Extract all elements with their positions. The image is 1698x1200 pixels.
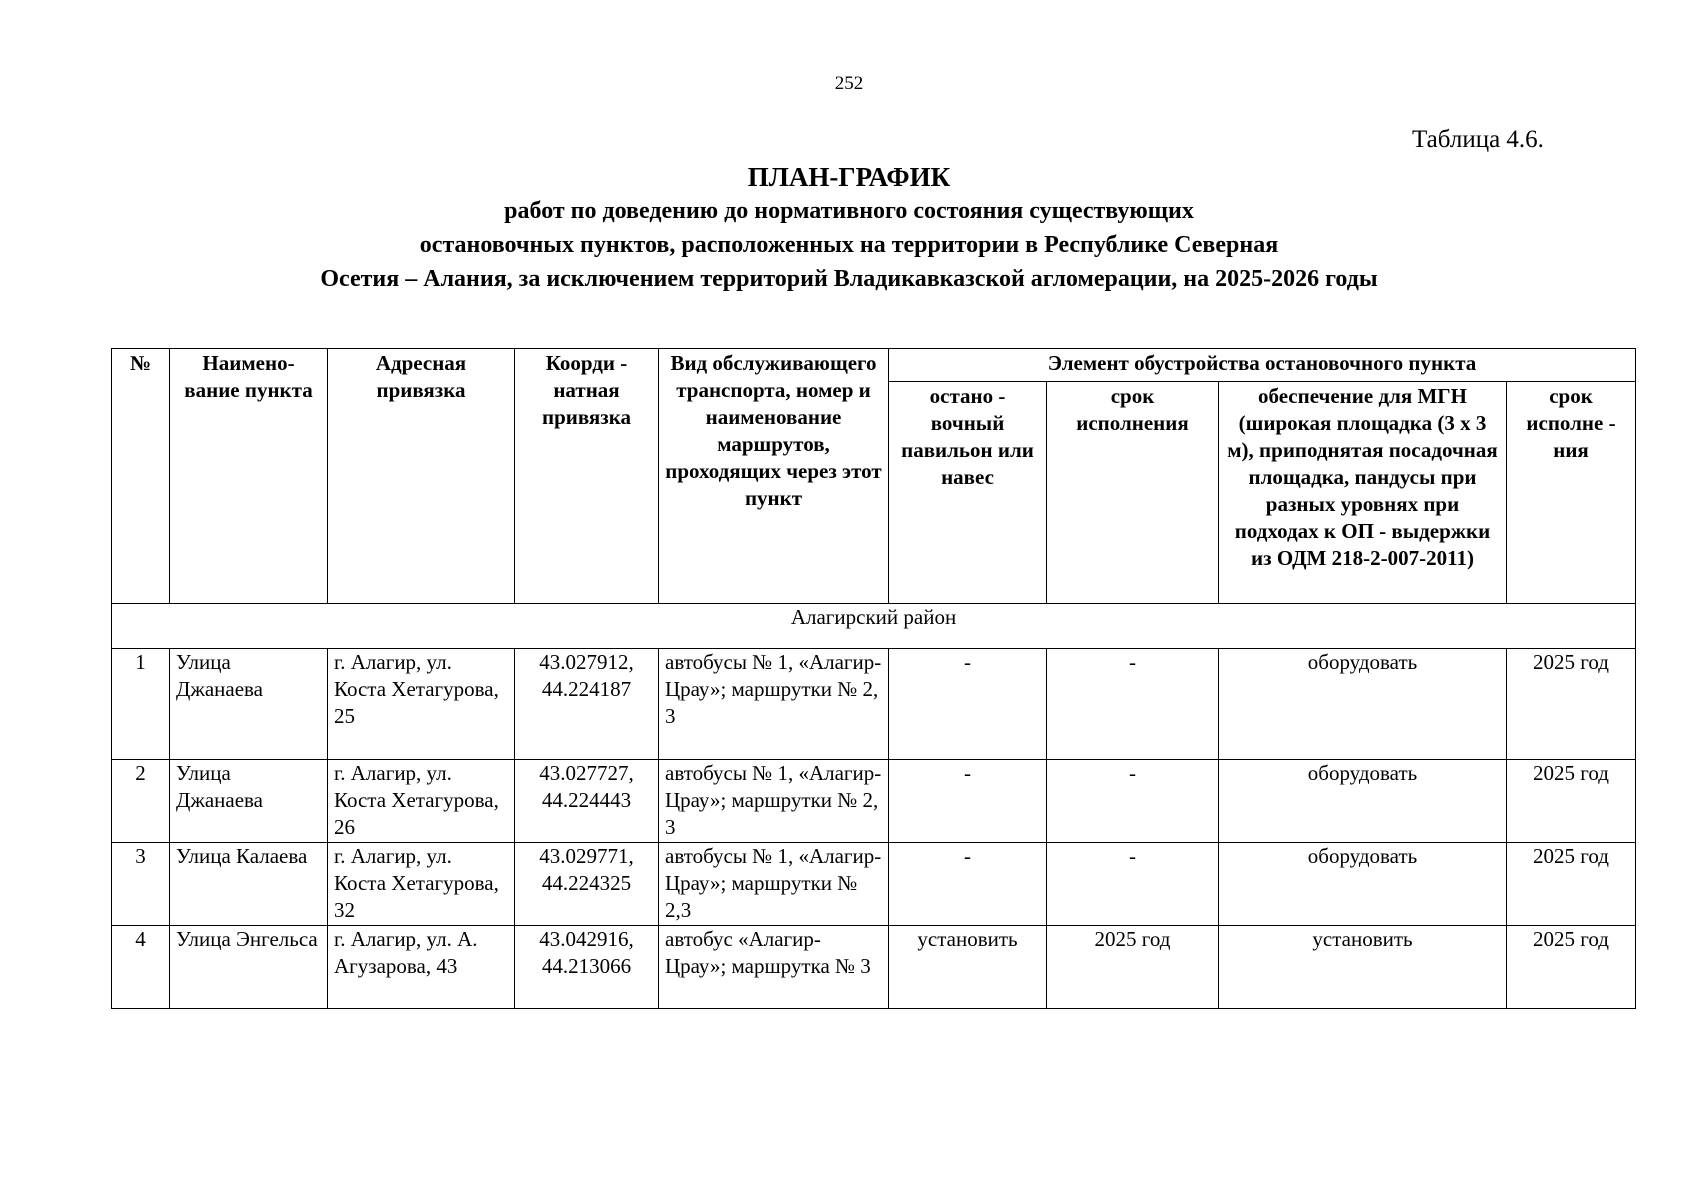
- cell-coords: 43.027912, 44.224187: [515, 649, 659, 760]
- cell-term1: -: [1047, 760, 1219, 843]
- cell-term2: 2025 год: [1507, 649, 1636, 760]
- table-row: [112, 760, 1636, 843]
- cell-term1: 2025 год: [1047, 926, 1219, 1009]
- cell-term1: -: [1047, 649, 1219, 760]
- title-line-2: остановочных пунктов, расположенных на территории в Республике Северная: [419, 232, 1279, 258]
- cell-name: Улица Джанаева: [170, 649, 328, 760]
- document-title: [0, 160, 1698, 296]
- cell-transport: автобусы № 1, «Алагир-Црау»; маршрутки № 2, 3: [659, 649, 889, 760]
- cell-address: г. Алагир, ул. Коста Хетагурова, 32: [328, 843, 515, 926]
- cell-mgn: оборудовать: [1219, 649, 1507, 760]
- header-group: Элемент обустройства остановочного пункта: [889, 349, 1636, 382]
- cell-address: г. Алагир, ул. Коста Хетагурова, 25: [328, 649, 515, 760]
- cell-address: г. Алагир, ул. А. Агузарова, 43: [328, 926, 515, 1009]
- cell-name: Улица Калаева: [170, 843, 328, 926]
- cell-term2: 2025 год: [1507, 926, 1636, 1009]
- header-num: №: [112, 349, 170, 604]
- header-transport: Вид обслуживающего транспорта, номер и наименование маршрутов, проходящих через этот пункт: [659, 349, 889, 604]
- cell-mgn: оборудовать: [1219, 760, 1507, 843]
- cell-transport: автобусы № 1, «Алагир-Црау»; маршрутки № 2, 3: [659, 760, 889, 843]
- header-term1: срок исполнения: [1047, 382, 1219, 604]
- header-term2: срок исполне - ния: [1507, 382, 1636, 604]
- cell-coords: 43.027727, 44.224443: [515, 760, 659, 843]
- cell-pavilion: -: [889, 760, 1047, 843]
- cell-address: г. Алагир, ул. Коста Хетагурова, 26: [328, 760, 515, 843]
- cell-num: 3: [112, 843, 170, 926]
- cell-term2: 2025 год: [1507, 760, 1636, 843]
- page-number: 252: [834, 73, 864, 94]
- header-name: Наимено-вание пункта: [170, 349, 328, 604]
- cell-coords: 43.042916, 44.213066: [515, 926, 659, 1009]
- header-address: Адресная привязка: [328, 349, 515, 604]
- header-row-1: [112, 349, 1636, 382]
- cell-term1: -: [1047, 843, 1219, 926]
- region-row: [112, 604, 1636, 649]
- cell-mgn: установить: [1219, 926, 1507, 1009]
- cell-num: 2: [112, 760, 170, 843]
- cell-pavilion: -: [889, 843, 1047, 926]
- table-row: [112, 843, 1636, 926]
- cell-coords: 43.029771, 44.224325: [515, 843, 659, 926]
- header-coords: Коорди - натная привязка: [515, 349, 659, 604]
- cell-num: 4: [112, 926, 170, 1009]
- cell-pavilion: -: [889, 649, 1047, 760]
- title-line-3: Осетия – Алания, за исключением территорий Владикавказской агломерации, на 2025-2026 годы: [320, 266, 1378, 292]
- cell-transport: автобусы № 1, «Алагир-Црау»; маршрутки № 2,3: [659, 843, 889, 926]
- table-row: [112, 926, 1636, 1009]
- header-pavilion: остано - вочный павильон или навес: [889, 382, 1047, 604]
- cell-name: Улица Джанаева: [170, 760, 328, 843]
- table-reference: Таблица 4.6.: [1412, 126, 1544, 153]
- table-row: [112, 649, 1636, 760]
- cell-term2: 2025 год: [1507, 843, 1636, 926]
- title-main: ПЛАН-ГРАФИК: [747, 162, 951, 192]
- cell-mgn: оборудовать: [1219, 843, 1507, 926]
- cell-transport: автобус «Алагир-Црау»; маршрутка № 3: [659, 926, 889, 1009]
- header-mgn: обеспечение для МГН (широкая площадка (3 х 3 м), приподнятая посадочная площадка, пандусы при разных уровнях при подходах к ОП - выдержки из ОДМ 218-2-007-2011): [1219, 382, 1507, 604]
- cell-pavilion: установить: [889, 926, 1047, 1009]
- region-label: Алагирский район: [112, 604, 1636, 649]
- title-line-1: работ по доведению до нормативного состояния существующих: [504, 198, 1194, 224]
- cell-name: Улица Энгельса: [170, 926, 328, 1009]
- cell-num: 1: [112, 649, 170, 760]
- schedule-table: [111, 348, 1636, 1009]
